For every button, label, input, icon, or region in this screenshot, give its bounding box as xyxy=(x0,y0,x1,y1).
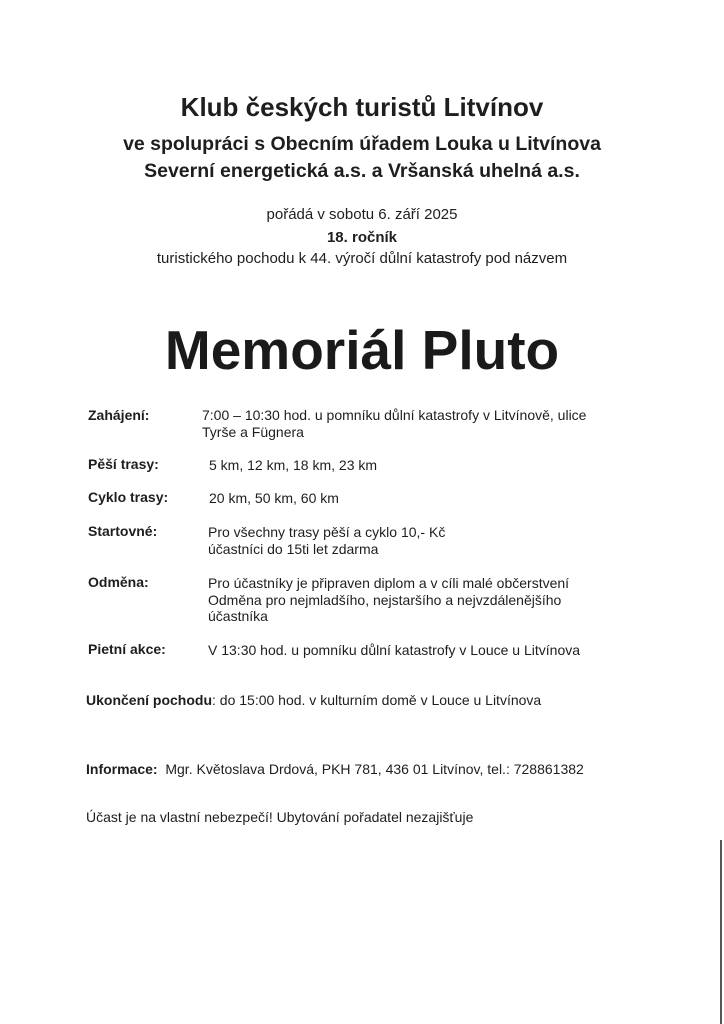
partner-line: ve spolupráci s Obecním úřadem Louka u Litvínova xyxy=(123,133,601,155)
label-reward: Odměna: xyxy=(88,574,149,590)
event-name: Memoriál Pluto xyxy=(164,319,560,381)
label-cycling-routes: Cyklo trasy: xyxy=(88,489,169,505)
label-fee: Startovné: xyxy=(88,523,158,539)
label-memorial: Pietní akce: xyxy=(88,641,166,657)
value-start xyxy=(202,407,586,440)
value-line: účastníci do 15ti let zdarma xyxy=(208,540,379,557)
disclaimer: Účast je na vlastní nebezpečí! Ubytování pořadatel nezajišťuje xyxy=(86,809,474,825)
value-line: Odměna pro nejmladšího, nejstaršího a nejvzdálenějšího xyxy=(208,591,562,608)
end-text: : do 15:00 hod. v kulturním domě v Louce u Litvínova xyxy=(212,692,542,708)
value-line: Pro účastníky je připraven diplom a v cíli malé občerstvení xyxy=(208,575,570,591)
end-label: Ukončení pochodu xyxy=(86,692,212,708)
value-cycling-routes: 20 km, 50 km, 60 km xyxy=(209,490,339,506)
scan-edge xyxy=(720,840,722,1024)
label-start: Zahájení: xyxy=(88,407,150,423)
sponsor-line: Severní energetická a.s. a Vršanská uhelná a.s. xyxy=(144,160,580,182)
info xyxy=(86,761,584,777)
value-line: 7:00 – 10:30 hod. u pomníku důlní katastrofy v Litvínově, ulice xyxy=(202,407,587,423)
value-memorial: V 13:30 hod. u pomníku důlní katastrofy v Louce u Litvínova xyxy=(208,642,581,658)
end-of-march xyxy=(86,692,541,708)
info-text: Mgr. Květoslava Drdová, PKH 781, 436 01 Litvínov, tel.: 728861382 xyxy=(165,761,584,777)
value-reward xyxy=(208,575,569,625)
organizer-title: Klub českých turistů Litvínov xyxy=(180,92,544,122)
event-date: pořádá v sobotu 6. září 2025 xyxy=(266,206,458,223)
value-line: Pro všechny trasy pěší a cyklo 10,- Kč xyxy=(208,524,446,540)
value-walking-routes: 5 km, 12 km, 18 km, 23 km xyxy=(209,457,378,473)
event-subtitle: turistického pochodu k 44. výročí důlní katastrofy pod názvem xyxy=(156,250,568,267)
value-line: Tyrše a Fügnera xyxy=(202,423,304,440)
value-fee xyxy=(208,524,445,557)
label-walking-routes: Pěší trasy: xyxy=(88,456,159,472)
edition: 18. ročník xyxy=(326,229,398,246)
info-label: Informace: xyxy=(86,761,158,777)
value-line: účastníka xyxy=(208,608,268,624)
